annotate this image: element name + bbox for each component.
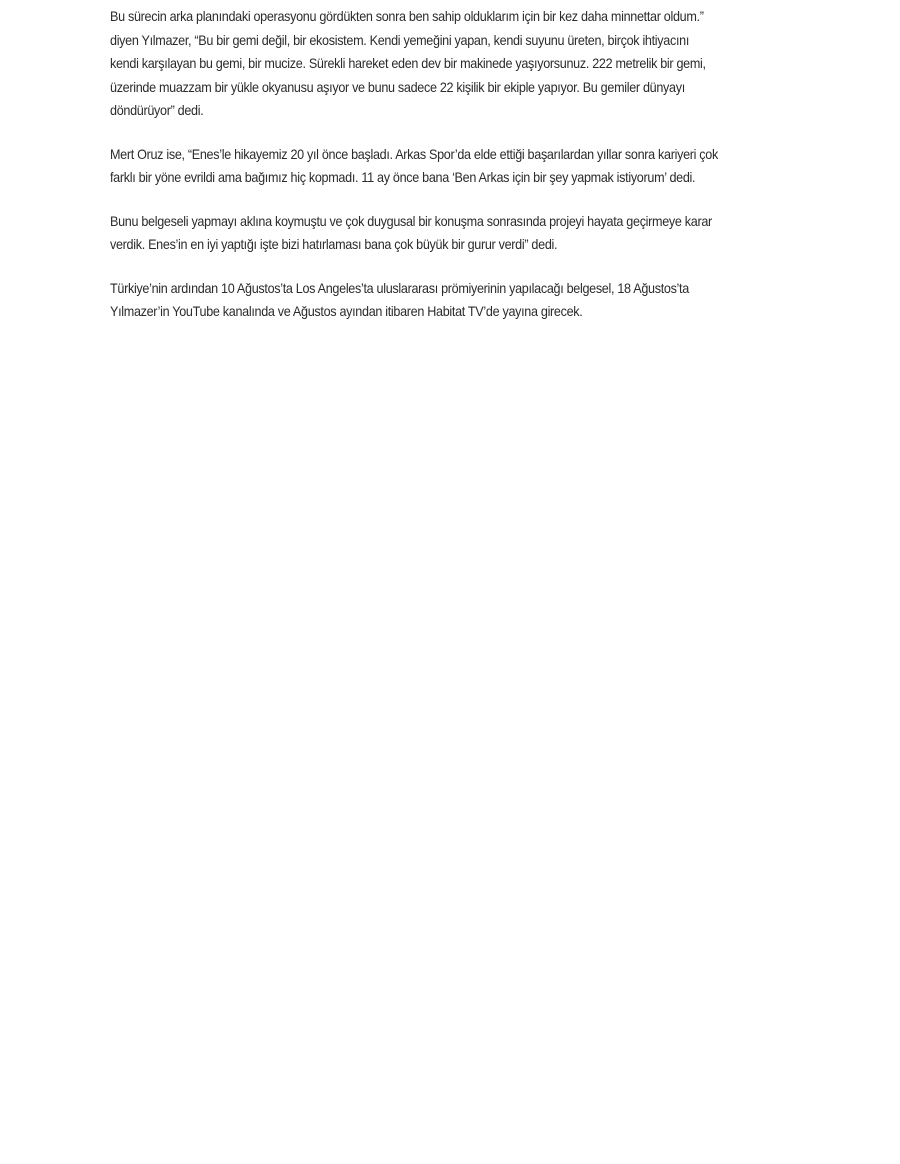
text-line: diyen Yılmazer, “Bu bir gemi değil, bir ekosistem. Kendi yemeğini yapan, kendi suyunu üreten, birçok ihtiyacını [110,31,690,48]
article-paragraph-2 [110,143,808,190]
article-paragraph-3 [110,210,808,257]
text-line: Bunu belgeseli yapmayı aklına koymuştu ve çok duygusal bir konuşma sonrasında projeyi hayata geçirmeye karar [110,212,712,229]
text-line: üzerinde muazzam bir yükle okyanusu aşıyor ve bunu sadece 22 kişilik bir ekiple yapıyor. Bu gemiler dünyayı [110,78,685,95]
text-line: Mert Oruz ise, “Enes’le hikayemiz 20 yıl önce başladı. Arkas Spor’da elde ettiği başarılardan yıllar sonra kariyeri çok [110,145,718,162]
text-line: Bu sürecin arka planındaki operasyonu gördükten sonra ben sahip olduklarım için bir kez daha minnettar oldum.” [110,8,704,24]
text-line: Türkiye’nin ardından 10 Ağustos’ta Los Angeles’ta uluslararası prömiyerinin yapılacağı belgesel, 18 Ağustos’ta [110,279,689,296]
article-body [110,5,810,344]
text-line: verdik. Enes’in en iyi yaptığı işte bizi hatırlaması bana çok büyük bir gurur verdi” dedi. [110,236,558,252]
article-paragraph-4 [110,277,808,324]
text-line: kendi karşılayan bu gemi, bir mucize. Sürekli hareket eden dev bir makinede yaşıyorsunuz. 222 metrelik bir gemi, [110,55,706,71]
text-line: farklı bir yöne evrildi ama bağımız hiç kopmadı. 11 ay önce bana ‘Ben Arkas için bir şey yapmak istiyorum’ dedi. [110,169,696,185]
text-line: Yılmazer’in YouTube kanalında ve Ağustos ayından itibaren Habitat TV’de yayına girecek. [110,303,583,319]
text-line: döndürüyor” dedi. [110,102,204,118]
article-paragraph-1 [110,5,808,123]
